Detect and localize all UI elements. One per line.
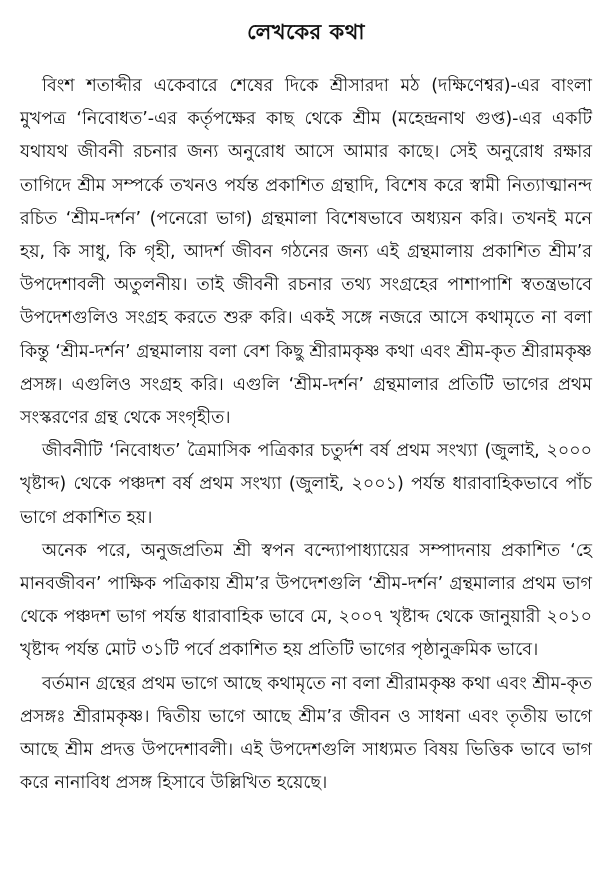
page-title: লেখকের কথা <box>247 20 365 44</box>
paragraph-2: জীবনীটি ‘নিবোধত’ ত্রৈমাসিক পত্রিকার চতুর্দশ বর্ষ প্রথম সংখ্যা (জুলাই, ২০০০ খৃষ্টাব্দ) থেকে পঞ্চদশ বর্ষ প্রথম সংখ্যা (জুলাই, ২০০১) পর্যন্ত ধারাবাহিকভাবে পাঁচ ভাগে প্রকাশিত হয়। <box>20 441 592 528</box>
paragraph-3: অনেক পরে, অনুজপ্রতিম শ্রী স্বপন বন্দ্যোপাধ্যায়ের সম্পাদনায় প্রকাশিত ‘হে মানবজীবন’ পাক্ষিক পত্রিকায় শ্রীম’র উপদেশগুলি ‘শ্রীম-দর্শন’ গ্রন্থমালার প্রথম ভাগ থেকে পঞ্চদশ ভাগ পর্যন্ত ধারাবাহিক ভাবে মে, ২০০৭ খৃষ্টাব্দ থেকে জানুয়ারী ২০১০ খৃষ্টাব্দ পর্যন্ত মোট ৩১টি পর্বে প্রকাশিত হয় প্রতিটি ভাগের পৃষ্ঠানুক্রমিক ভাবে। <box>20 540 592 661</box>
paragraph-1: বিংশ শতাব্দীর একেবারে শেষের দিকে শ্রীসারদা মঠ (দক্ষিণেশ্বর)-এর বাংলা মুখপত্র ‘নিবোধত’-এর কর্তৃপক্ষের কাছ থেকে শ্রীম (মহেন্দ্রনাথ গুপ্ত)-এর একটি যথাযথ জীবনী রচনার জন্য অনুরোধ আসে আমার কাছে। সেই অনুরোধ রক্ষার তাগিদে শ্রীম সম্পর্কে তখনও পর্যন্ত প্রকাশিত গ্রন্থাদি, বিশেষ করে স্বামী নিত্যাত্মানন্দ রচিত ‘শ্রীম-দর্শন’ (পনেরো ভাগ) গ্রন্থমালা বিশেষভাবে অধ্যয়ন করি। তখনই মনে হয়, কি সাধু, কি গৃহী, আদর্শ জীবন গঠনের জন্য এই গ্রন্থমালায় প্রকাশিত শ্রীম’র উপদেশাবলী অতুলনীয়। তাই জীবনী রচনার তথ্য সংগ্রহের পাশাপাশি স্বতন্ত্রভাবে উপদেশগুলিও সংগ্রহ করতে শুরু করি। একই সঙ্গে নজরে আসে কথামৃতে না বলা কিন্তু ‘শ্রীম-দর্শন’ গ্রন্থমালায় বলা বেশ কিছু শ্রীরামকৃষ্ণ কথা এবং শ্রীম-কৃত শ্রীরামকৃষ্ণ প্রসঙ্গ। এগুলিও সংগ্রহ করি। এগুলি ‘শ্রীম-দর্শন’ গ্রন্থমালার প্রতিটি ভাগের প্রথম সংস্করণের গ্রন্থ থেকে সংগৃহীত। <box>20 76 592 429</box>
paragraph-4: বর্তমান গ্রন্থের প্রথম ভাগে আছে কথামৃতে না বলা শ্রীরামকৃষ্ণ কথা এবং শ্রীম-কৃত প্রসঙ্গঃ শ্রীরামকৃষ্ণ। দ্বিতীয় ভাগে আছে শ্রীম’র জীবন ও সাধনা এবং তৃতীয় ভাগে আছে শ্রীম প্রদত্ত উপদেশাবলী। এই উপদেশগুলি সাধ্যমত বিষয় ভিত্তিক ভাবে ভাগ করে নানাবিধ প্রসঙ্গ হিসাবে উল্লিখিত হয়েছে। <box>20 673 592 794</box>
